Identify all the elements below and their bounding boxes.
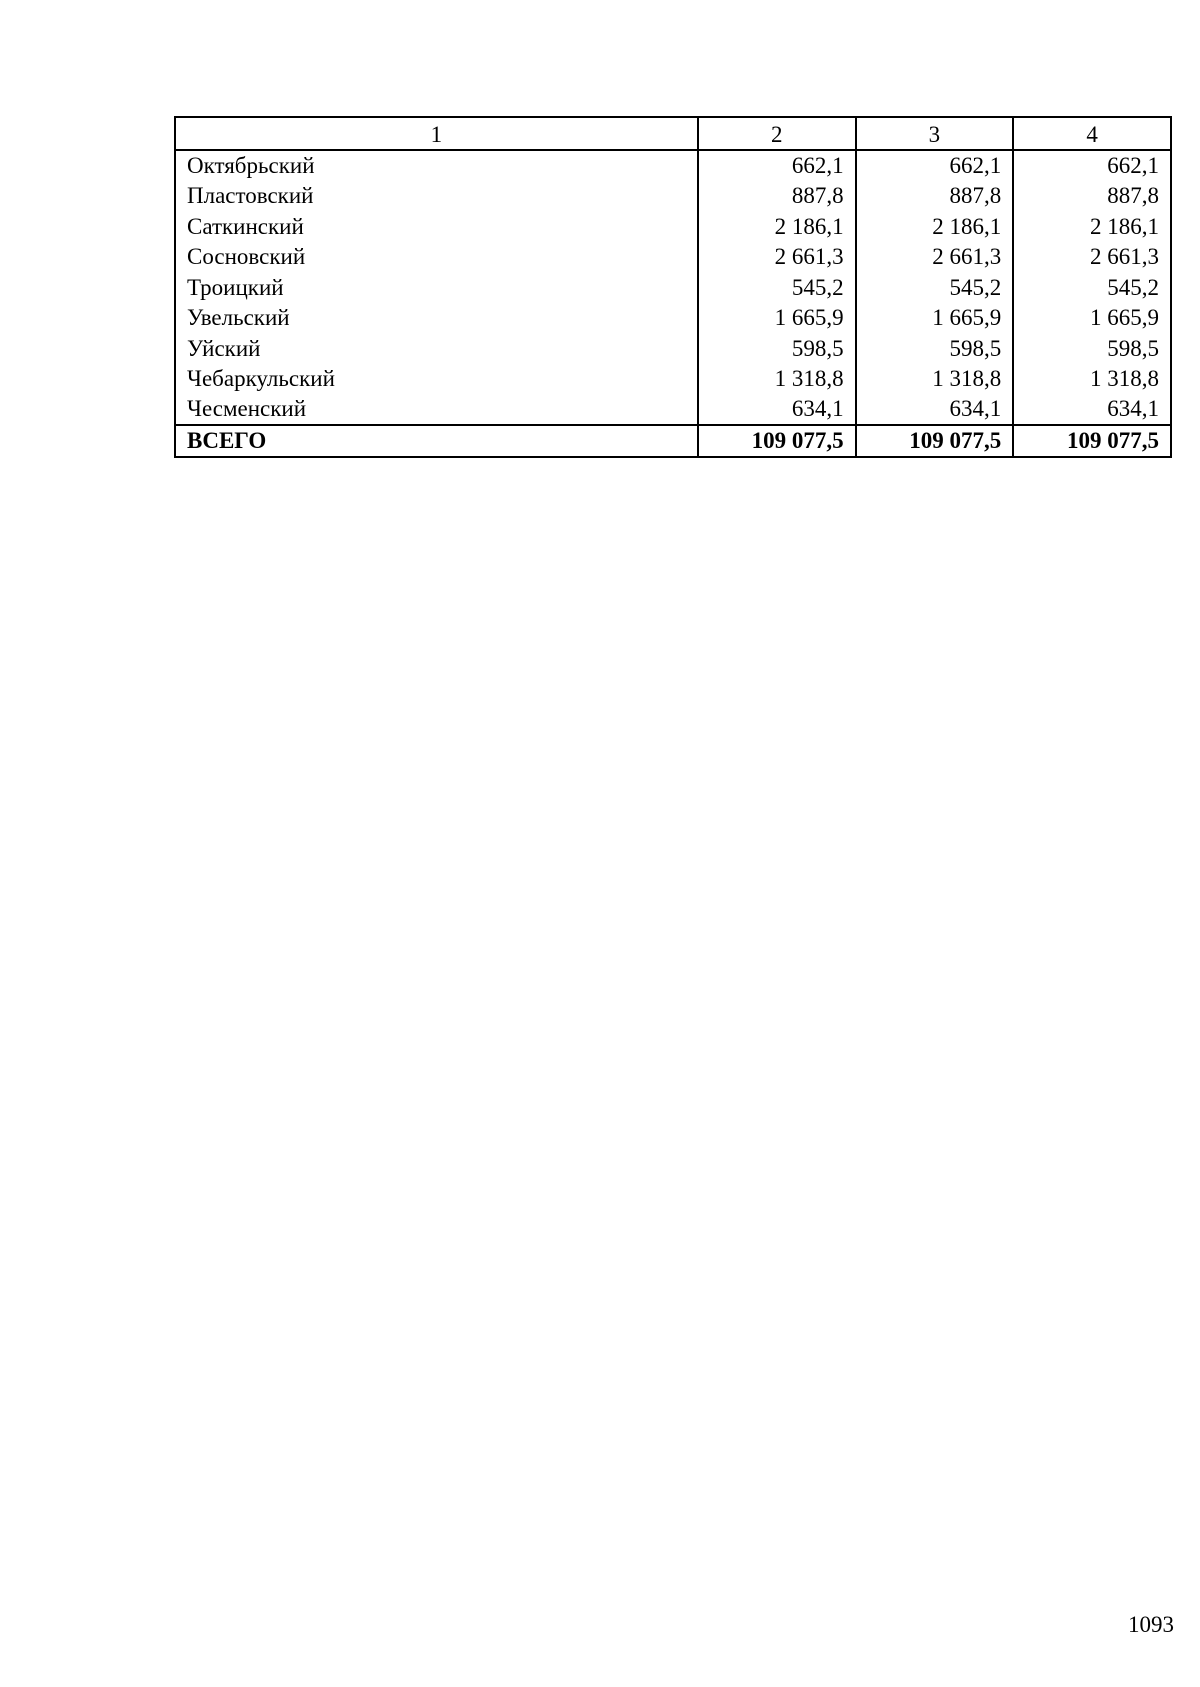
row-value-col4: 545,2 xyxy=(1013,272,1171,303)
total-row xyxy=(175,425,1171,457)
row-value-col2: 1 318,8 xyxy=(698,364,856,395)
row-value-col2: 887,8 xyxy=(698,181,856,212)
row-value-col2: 662,1 xyxy=(698,150,856,181)
row-value-col3: 887,8 xyxy=(856,181,1014,212)
row-value-col2: 634,1 xyxy=(698,394,856,425)
row-value-col4: 2 186,1 xyxy=(1013,211,1171,242)
row-value-col2: 2 661,3 xyxy=(698,242,856,273)
total-label: ВСЕГО xyxy=(175,425,698,457)
total-value-col2: 109 077,5 xyxy=(698,425,856,457)
table-row xyxy=(175,394,1171,425)
row-value-col3: 598,5 xyxy=(856,333,1014,364)
table-body xyxy=(175,150,1171,425)
table-row xyxy=(175,364,1171,395)
row-name: Троицкий xyxy=(175,272,698,303)
row-value-col4: 634,1 xyxy=(1013,394,1171,425)
table-row xyxy=(175,150,1171,181)
row-value-col4: 598,5 xyxy=(1013,333,1171,364)
row-value-col4: 1 665,9 xyxy=(1013,303,1171,334)
header-cell-4: 4 xyxy=(1013,117,1171,150)
row-value-col3: 1 665,9 xyxy=(856,303,1014,334)
table-row xyxy=(175,272,1171,303)
row-name: Октябрьский xyxy=(175,150,698,181)
row-name: Чебаркульский xyxy=(175,364,698,395)
row-name: Саткинский xyxy=(175,211,698,242)
header-cell-1: 1 xyxy=(175,117,698,150)
row-value-col4: 2 661,3 xyxy=(1013,242,1171,273)
row-value-col2: 598,5 xyxy=(698,333,856,364)
row-name: Чесменский xyxy=(175,394,698,425)
row-value-col4: 662,1 xyxy=(1013,150,1171,181)
row-value-col3: 1 318,8 xyxy=(856,364,1014,395)
page-number: 1093 xyxy=(1128,1612,1174,1637)
table-header xyxy=(175,117,1171,150)
table-row xyxy=(175,242,1171,273)
table-row xyxy=(175,303,1171,334)
row-value-col3: 634,1 xyxy=(856,394,1014,425)
row-name: Уйский xyxy=(175,333,698,364)
header-row xyxy=(175,117,1171,150)
row-name: Пластовский xyxy=(175,181,698,212)
table-footer xyxy=(175,425,1171,457)
row-value-col3: 2 186,1 xyxy=(856,211,1014,242)
row-value-col3: 2 661,3 xyxy=(856,242,1014,273)
header-cell-2: 2 xyxy=(698,117,856,150)
row-value-col4: 887,8 xyxy=(1013,181,1171,212)
table-row xyxy=(175,333,1171,364)
table-row xyxy=(175,211,1171,242)
total-value-col3: 109 077,5 xyxy=(856,425,1014,457)
row-name: Увельский xyxy=(175,303,698,334)
table-row xyxy=(175,181,1171,212)
row-value-col2: 1 665,9 xyxy=(698,303,856,334)
data-table xyxy=(174,116,1172,458)
row-value-col2: 2 186,1 xyxy=(698,211,856,242)
row-name: Сосновский xyxy=(175,242,698,273)
row-value-col4: 1 318,8 xyxy=(1013,364,1171,395)
row-value-col2: 545,2 xyxy=(698,272,856,303)
row-value-col3: 662,1 xyxy=(856,150,1014,181)
total-value-col4: 109 077,5 xyxy=(1013,425,1171,457)
header-cell-3: 3 xyxy=(856,117,1014,150)
row-value-col3: 545,2 xyxy=(856,272,1014,303)
